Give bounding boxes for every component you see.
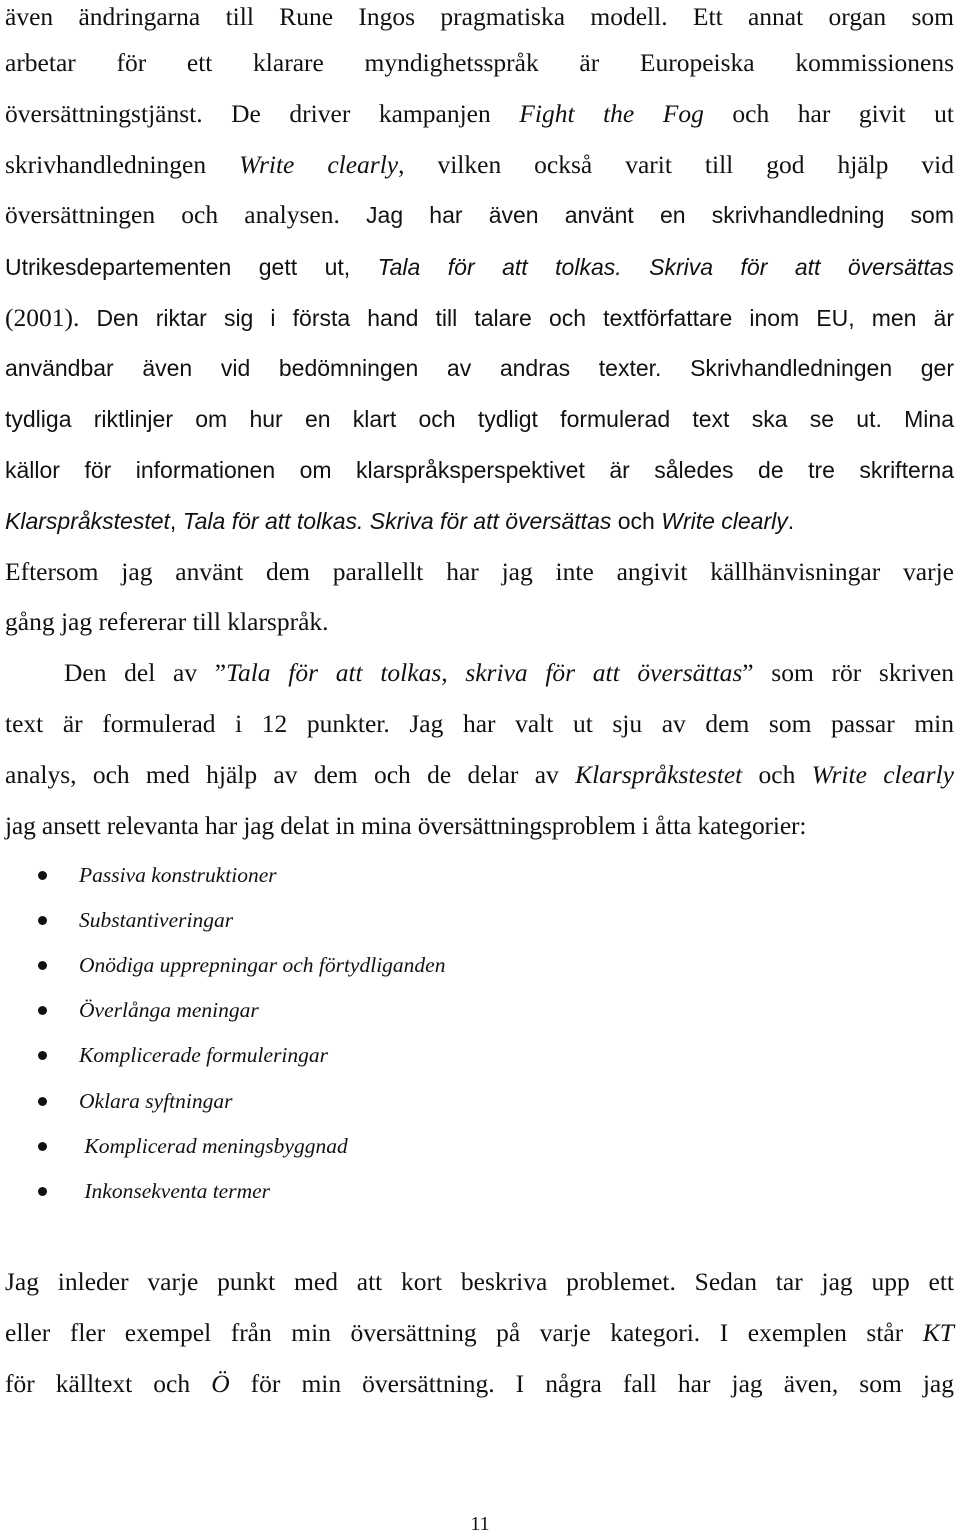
text-line: källor för informationen om klarspråksperspektivet är således de tre skrifterna <box>5 457 954 483</box>
text-line: tydliga riktlinjer om hur en klart och tydligt formulerad text ska se ut. Mina <box>5 406 955 432</box>
bullet-icon <box>38 871 47 880</box>
page-number: 11 <box>470 1513 490 1535</box>
bullet-icon <box>38 1006 47 1015</box>
text-line: användbar även vid bedömningen av andras texter. Skrivhandledningen ger <box>5 355 954 381</box>
bullet-icon <box>38 1051 47 1060</box>
list-item-label: Oklara syftningar <box>79 1089 233 1113</box>
text-line: text är formulerad i 12 punkter. Jag har valt ut sju av dem som passar min <box>5 709 954 738</box>
text-line: (2001). Den riktar sig i första hand till talare och textförfattare inom EU, men är <box>5 303 954 332</box>
text-line: Den del av ”Tala för att tolkas, skriva för att översättas” som rör skriven <box>64 658 954 687</box>
bullet-icon <box>38 916 47 925</box>
text-line: för källtext och Ö för min översättning. I några fall har jag även, som jag <box>5 1369 954 1398</box>
bullet-icon <box>38 1187 47 1196</box>
text-line: arbetar för ett klarare myndighetsspråk är Europeiska kommissionens <box>5 48 954 77</box>
text-line: även ändringarna till Rune Ingos pragmatiska modell. Ett annat organ som <box>5 2 954 31</box>
bullet-icon <box>38 961 47 970</box>
list-item-label: Överlånga meningar <box>79 998 259 1022</box>
text-line: Eftersom jag använt dem parallellt har jag inte angivit källhänvisningar varje <box>5 557 954 586</box>
text-line: eller fler exempel från min översättning på varje kategori. I exemplen står KT <box>5 1318 954 1347</box>
text-line: Utrikesdepartementen gett ut, Tala för att tolkas. Skriva för att översättas <box>5 254 954 280</box>
text-line: Klarspråkstestet, Tala för att tolkas. Skriva för att översättas och Write clearly. <box>5 508 795 534</box>
text-line: översättningen och analysen. Jag har även använt en skrivhandledning som <box>5 200 954 229</box>
list-item-label: Substantiveringar <box>79 908 234 932</box>
list-item-label: Komplicerade formuleringar <box>79 1043 329 1067</box>
text-line: Jag inleder varje punkt med att kort beskriva problemet. Sedan tar jag upp ett <box>5 1267 954 1296</box>
bullet-icon <box>38 1097 47 1106</box>
text-line: jag ansett relevanta har jag delat in mina översättningsproblem i åtta kategorier: <box>5 811 807 840</box>
bullet-icon <box>38 1142 47 1151</box>
list-item-label: Onödiga upprepningar och förtydliganden <box>79 953 446 977</box>
list-item-label: Inkonsekventa termer <box>79 1179 271 1203</box>
list-item-label: Komplicerad meningsbyggnad <box>79 1134 348 1158</box>
text-line: gång jag refererar till klarspråk. <box>5 607 329 636</box>
text-line: analys, och med hjälp av dem och de delar av Klarspråkstestet och Write clearly <box>5 760 954 789</box>
text-line: översättningstjänst. De driver kampanjen Fight the Fog och har givit ut <box>5 99 955 128</box>
list-item-label: Passiva konstruktioner <box>79 863 277 887</box>
text-line: skrivhandledningen Write clearly, vilken också varit till god hjälp vid <box>5 150 954 179</box>
